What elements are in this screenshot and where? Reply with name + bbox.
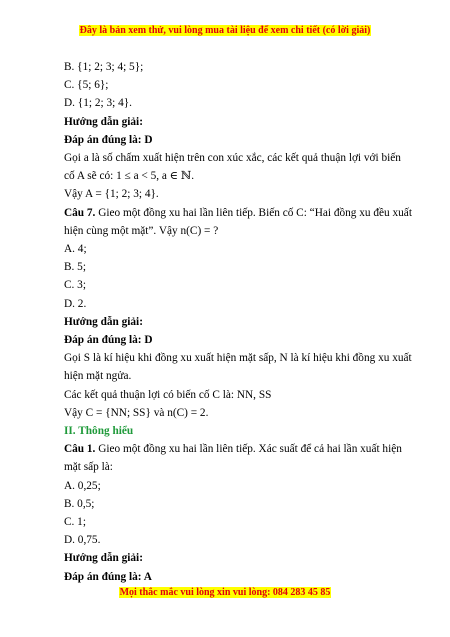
- option-b: B. 0,5;: [64, 497, 95, 510]
- question-label: Câu 1.: [64, 443, 96, 456]
- question-text: Gieo một đồng xu hai lần liên tiếp. Biến cố C: “Hai đồng xu đều xuất: [95, 206, 412, 219]
- solution-heading: Hướng dẫn giải:: [64, 315, 143, 328]
- explanation-line: Vậy A = {1; 2; 3; 4}.: [64, 188, 159, 201]
- explanation-line: Vậy C = {NN; SS} và n(C) = 2.: [64, 406, 209, 419]
- option-d: D. 0,75.: [64, 534, 101, 547]
- correct-answer: Đáp án đúng là: A: [64, 570, 152, 583]
- option-a: A. 4;: [64, 243, 87, 256]
- option-d: D. 2.: [64, 297, 87, 310]
- question-1: [64, 440, 416, 458]
- question-text: Gieo một đồng xu hai lần liên tiếp. Xác suất để cả hai lần xuất hiện: [95, 443, 402, 456]
- option-c: C. {5; 6};: [64, 79, 109, 92]
- option-a: A. 0,25;: [64, 479, 101, 492]
- contact-banner: Mọi thắc mắc vui lòng xin vui lòng: 084 283 45 85: [119, 587, 331, 598]
- explanation-line: hiện mặt ngửa.: [64, 370, 132, 383]
- option-b: B. 5;: [64, 261, 86, 274]
- correct-answer: Đáp án đúng là: D: [64, 334, 153, 347]
- option-d: D. {1; 2; 3; 4}.: [64, 97, 132, 110]
- correct-answer: Đáp án đúng là: D: [64, 133, 153, 146]
- question-label: Câu 7.: [64, 206, 96, 219]
- preview-notice-banner: Đây là bản xem thử, vui lòng mua tài liệu để xem chi tiết (có lời giải): [79, 25, 371, 36]
- document-body: [64, 58, 416, 586]
- explanation-line: cố A sẽ có: 1 ≤ a < 5, a ∈ ℕ.: [64, 170, 195, 183]
- explanation-line: Các kết quả thuận lợi có biến cố C là: NN, SS: [64, 388, 272, 401]
- solution-heading: Hướng dẫn giải:: [64, 552, 143, 565]
- explanation-line: Gọi a là số chấm xuất hiện trên con xúc xắc, các kết quả thuận lợi với biến: [64, 152, 401, 165]
- question-text: mặt sấp là:: [64, 461, 113, 474]
- question-7: [64, 204, 416, 222]
- option-b: B. {1; 2; 3; 4; 5};: [64, 61, 144, 73]
- section-title: II. Thông hiểu: [64, 425, 134, 438]
- option-c: C. 1;: [64, 516, 86, 529]
- question-text: hiện cùng một mặt”. Vậy n(C) = ?: [64, 224, 219, 237]
- option-c: C. 3;: [64, 279, 86, 292]
- explanation-line: Gọi S là kí hiệu khi đồng xu xuất hiện mặt sấp, N là kí hiệu khi đồng xu xuất: [64, 352, 412, 365]
- solution-heading: Hướng dẫn giải:: [64, 115, 143, 128]
